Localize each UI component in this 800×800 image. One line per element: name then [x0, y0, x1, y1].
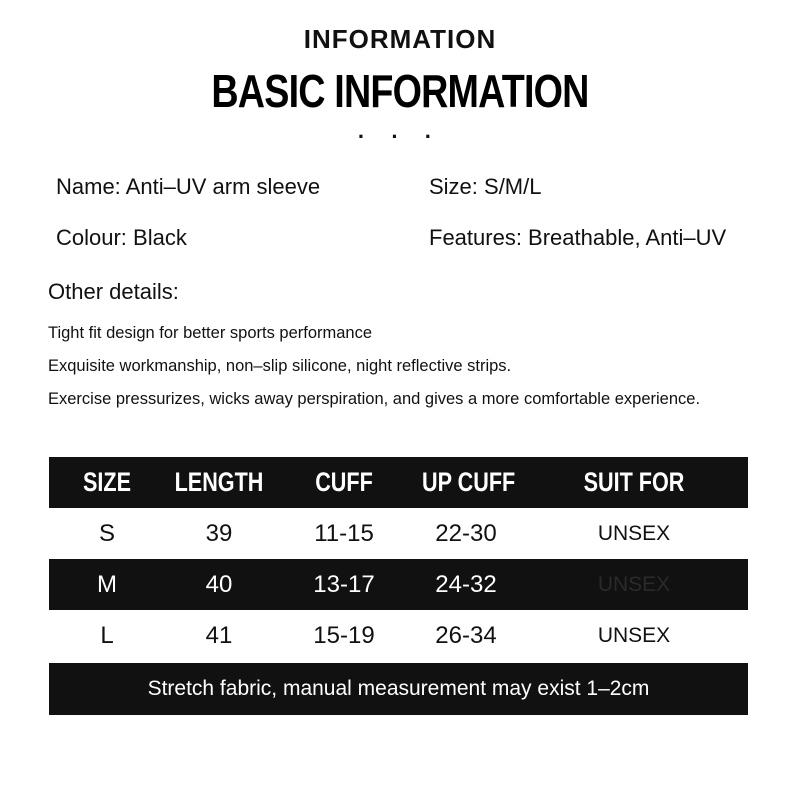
table-row [49, 610, 748, 661]
detail-line-3: Exercise pressurizes, wicks away perspiration, and gives a more comfortable experience. [48, 390, 701, 408]
header-length: LENGTH [174, 467, 264, 497]
cell-length: 41 [205, 622, 233, 649]
cell-suit-for: UNSEX [597, 624, 671, 647]
table-header-row [49, 457, 748, 508]
table-row [49, 508, 748, 559]
size-table [49, 457, 748, 661]
field-name: Name: Anti–UV arm sleeve [56, 174, 321, 199]
header-up-cuff: UP CUFF [422, 467, 516, 497]
cell-size: L [100, 622, 114, 649]
header-size: SIZE [82, 467, 131, 497]
cell-size: S [98, 520, 115, 547]
field-colour: Colour: Black [56, 225, 187, 250]
header-suit-for: SUIT FOR [583, 467, 685, 497]
cell-up-cuff: 24-32 [435, 571, 497, 598]
cell-up-cuff: 22-30 [435, 520, 497, 547]
cell-length: 40 [205, 571, 233, 598]
cell-cuff: 11-15 [314, 520, 374, 547]
header-cuff: CUFF [315, 467, 373, 497]
header-big-title: BASIC INFORMATION [211, 65, 589, 117]
decorative-dots: · · · [357, 124, 443, 149]
field-size: Size: S/M/L [429, 174, 542, 199]
cell-cuff: 13-17 [313, 571, 375, 598]
cell-suit-for: UNSEX [597, 573, 671, 596]
cell-up-cuff: 26-34 [435, 622, 497, 649]
detail-line-2: Exquisite workmanship, non–slip silicone, night reflective strips. [48, 357, 512, 375]
measurement-note: Stretch fabric, manual measurement may exist 1–2cm [49, 663, 748, 715]
detail-line-1: Tight fit design for better sports performance [48, 324, 373, 342]
cell-length: 39 [205, 520, 233, 547]
header-small-title: INFORMATION [303, 24, 497, 54]
table-row [49, 559, 748, 610]
cell-cuff: 15-19 [313, 622, 375, 649]
cell-suit-for: UNSEX [597, 522, 671, 545]
other-details-title: Other details: [48, 279, 179, 304]
field-features: Features: Breathable, Anti–UV [429, 225, 727, 250]
cell-size: M [97, 571, 117, 598]
